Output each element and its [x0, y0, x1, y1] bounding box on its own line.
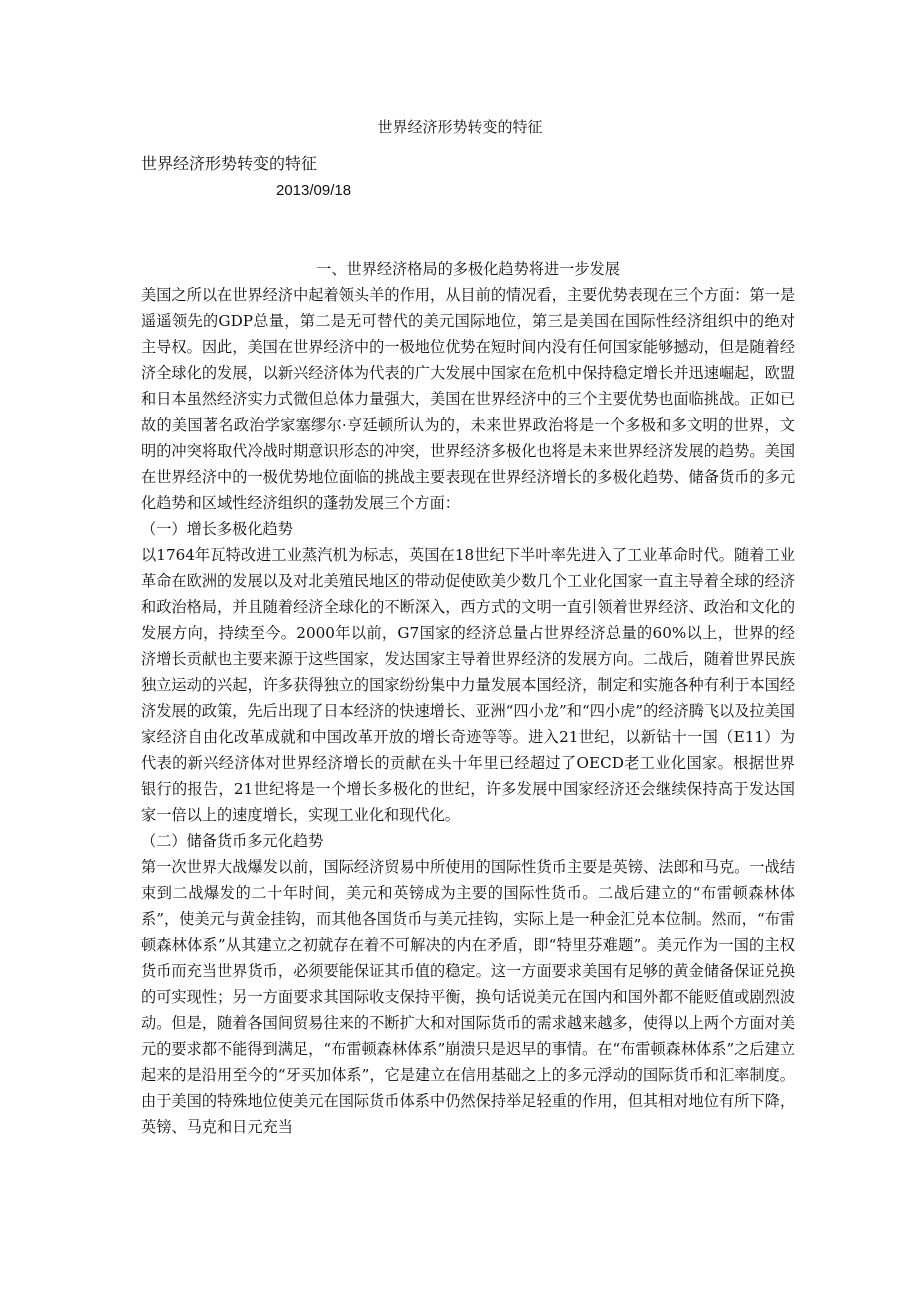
subsection-heading: （一）增长多极化趋势 — [141, 520, 293, 538]
document-title: 世界经济形势转变的特征 — [377, 118, 543, 136]
section-heading: 一、世界经济格局的多极化趋势将进一步发展 — [316, 260, 620, 278]
document-body — [141, 256, 795, 1140]
subsection-heading: （二）储备货币多元化趋势 — [141, 832, 324, 850]
paragraph: 以1764年瓦特改进工业蒸汽机为标志，英国在18世纪下半叶率先进入了工业革命时代。随着工业革命在欧洲的发展以及对北美殖民地区的带动促使欧美少数几个工业化国家一直主导着全球的经济和政治格局，并且随着经济全球化的不断深入，西方式的文明一直引领着世界经济、政治和文化的发展方向，持续至今。2000年以前，G7国家的经济总量占世界经济总量的60%以上，世界的经济增长贡献也主要来源于这些国家，发达国家主导着世界经济的发展方向。二战后，随着世界民族独立运动的兴起，许多获得独立的国家纷纷集中力量发展本国经济，制定和实施各种有利于本国经济发展的政策，先后出现了日本经济的快速增长、亚洲“四小龙”和“四小虎”的经济腾飞以及拉美国家经济自由化改革成就和中国改革开放的增长奇迹等等。进入21世纪，以新钻十一国（E11）为代表的新兴经济体对世界经济增长的贡献在头十年里已经超过了OECD老工业化国家。根据世界银行的报告，21世纪将是一个增长多极化的世纪，许多发展中国家经济还会继续保持高于发达国家一倍以上的速度增长，实现工业化和现代化。 — [141, 546, 795, 824]
document-date: 2013/09/18 — [276, 182, 352, 199]
paragraph: 第一次世界大战爆发以前，国际经济贸易中所使用的国际性货币主要是英镑、法郎和马克。一战结束到二战爆发的二十年时间，美元和英镑成为主要的国际性货币。二战后建立的“布雷顿森林体系”，使美元与黄金挂钩，而其他各国货币与美元挂钩，实际上是一种金汇兑本位制。然而，“布雷顿森林体系”从其建立之初就存在着不可解决的内在矛盾，即“特里芬难题”。美元作为一国的主权货币而充当世界货币，必须要能保证其币值的稳定。这一方面要求美国有足够的黄金储备保证兑换的可实现性；另一方面要求其国际收支保持平衡，换句话说美元在国内和国外都不能贬值或剧烈波动。但是，随着各国间贸易往来的不断扩大和对国际货币的需求越来越多，使得以上两个方面对美元的要求都不能得到满足，“布雷顿森林体系”崩溃只是迟早的事情。在“布雷顿森林体系”之后建立起来的是沿用至今的“牙买加体系”，它是建立在信用基础之上的多元浮动的国际货币和汇率制度。由于美国的特殊地位使美元在国际货币体系中仍然保持举足轻重的作用，但其相对地位有所下降，英镑、马克和日元充当 — [141, 858, 795, 1136]
document-subtitle: 世界经济形势转变的特征 — [141, 154, 318, 173]
paragraph: 美国之所以在世界经济中起着领头羊的作用，从目前的情况看，主要优势表现在三个方面：第一是遥遥领先的GDP总量，第二是无可替代的美元国际地位，第三是美国在国际性经济组织中的绝对主导权。因此，美国在世界经济中的一极地位优势在短时间内没有任何国家能够撼动，但是随着经济全球化的发展，以新兴经济体为代表的广大发展中国家在危机中保持稳定增长并迅速崛起，欧盟和日本虽然经济实力式微但总体力量强大，美国在世界经济中的三个主要优势也面临挑战。正如已故的美国著名政治学家塞缪尔·亨廷顿所认为的，未来世界政治将是一个多极和多文明的世界，文明的冲突将取代冷战时期意识形态的冲突，世界经济多极化也将是未来世界经济发展的趋势。美国在世界经济中的一极优势地位面临的挑战主要表现在世界经济增长的多极化趋势、储备货币的多元化趋势和区域性经济组织的蓬勃发展三个方面： — [141, 286, 795, 512]
